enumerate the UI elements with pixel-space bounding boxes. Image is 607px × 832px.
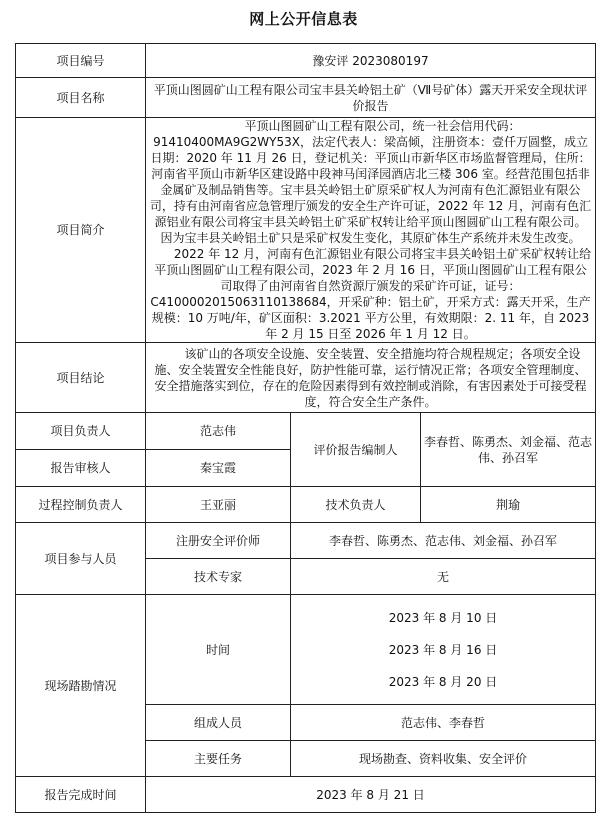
process-label: 过程控制负责人: [16, 487, 146, 523]
row-project-no: [16, 44, 596, 78]
row-leader: [16, 413, 596, 450]
survey-label: 现场踏勘情况: [16, 595, 146, 777]
expert-label: 技术专家: [146, 559, 291, 595]
evaluators-value: 李春哲、陈勇杰、范志伟、刘金福、孙召军: [291, 523, 596, 559]
project-no-label: 项目编号: [16, 44, 146, 78]
participants-label: 项目参与人员: [16, 523, 146, 595]
survey-tasks-value: 现场勘查、资料收集、安全评价: [291, 741, 596, 777]
page-title: 网上公开信息表: [249, 10, 358, 28]
evaluators-label: 注册安全评价师: [146, 523, 291, 559]
intro-text: [146, 118, 596, 343]
row-process: [16, 487, 596, 523]
completion-value: 2023 年 8 月 21 日: [146, 777, 596, 813]
intro-label: 项目简介: [16, 118, 146, 343]
project-name-value: 平顶山图圆矿山工程有限公司宝丰县关岭铝土矿（Ⅶ号矿体）露天开采安全现状评价报告: [146, 78, 596, 118]
conclusion-label: 项目结论: [16, 343, 146, 413]
info-table: [15, 43, 596, 813]
reviewer-label: 报告审核人: [16, 450, 146, 487]
tech-value: 荆瑜: [421, 487, 596, 523]
intro-paragraph-2: 2022 年 12 月，河南有色汇源铝业有限公司将宝丰县关岭铝土矿采矿权转让给平顶山图圆矿山工程有限公司，2023 年 2 月 16 日，平顶山图圆矿山工程有限公司取得了由河南省自然资源厅颁发的采矿许可证，证号：C4100002015063110138684，开采矿种：铝土矿，开采方式：露天开采，生产规模：10 万吨/年，矿区面积：3.2021 平方公里，有效期限：2. 11 年，自 2023 年 2 月 15 日至 2026 年 1 月 12 日。: [150, 247, 592, 341]
conclusion-text: [146, 343, 596, 413]
survey-members-label: 组成人员: [146, 705, 291, 741]
survey-date: 2023 年 8 月 10 日: [388, 610, 498, 625]
conclusion-paragraph: 该矿山的各项安全设施、安全装置、安全措施均符合规程规定；各项安全设施、安全装置安全性能良好，防护性能可靠，运行情况正常；各项安全管理制度、安全措施落实到位，存在的危险因素得到有效控制或消除，有害因素处于可接受程度，符合安全生产条件。: [154, 346, 587, 409]
project-name-label: 项目名称: [16, 78, 146, 118]
survey-dates: [291, 595, 596, 705]
process-value: 王亚丽: [146, 487, 291, 523]
row-conclusion: [16, 343, 596, 413]
survey-members-value: 范志伟、李春哲: [291, 705, 596, 741]
row-project-name: [16, 78, 596, 118]
completion-label: 报告完成时间: [16, 777, 146, 813]
project-no-value: 豫安评 2023080197: [146, 44, 596, 78]
row-evaluators: [16, 523, 596, 559]
intro-paragraph-1: 平顶山图圆矿山工程有限公司，统一社会信用代码：91410400MA9G2WY53X，法定代表人：梁高倾，注册资本：壹仟万圆整，成立日期：2020 年 11 月 26 日，登记机关：平顶山市新华区市场监督管理局，住所：河南省平顶山市新华区建设路中段神马闰泽园酒店北三楼 306 室。经营范围包括非金属矿及制品销售等。宝丰县关岭铝土矿原采矿权人为河南有色汇源铝业有限公司，持有由河南省应急管理厅颁发的安全生产许可证，2022 年 12 月，河南有色汇源铝业有限公司将宝丰县关岭铝土矿采矿权转让给平顶山图圆矿山工程有限公司。因为宝丰县关岭铝土矿只是采矿权发生变化，其原矿体生产系统并未发生改变。: [149, 119, 592, 245]
survey-time-label: 时间: [146, 595, 291, 705]
row-intro: [16, 118, 596, 343]
survey-tasks-label: 主要任务: [146, 741, 291, 777]
survey-date: 2023 年 8 月 16 日: [388, 642, 498, 657]
leader-value: 范志伟: [146, 413, 291, 450]
leader-label: 项目负责人: [16, 413, 146, 450]
survey-date: 2023 年 8 月 20 日: [388, 674, 498, 689]
row-completion: [16, 777, 596, 813]
compiler-value: 李春哲、陈勇杰、刘金福、范志伟、孙召军: [421, 413, 596, 487]
expert-value: 无: [291, 559, 596, 595]
row-survey-time: [16, 595, 596, 705]
reviewer-value: 秦宝霞: [146, 450, 291, 487]
tech-label: 技术负责人: [291, 487, 421, 523]
compiler-label: 评价报告编制人: [291, 413, 421, 487]
